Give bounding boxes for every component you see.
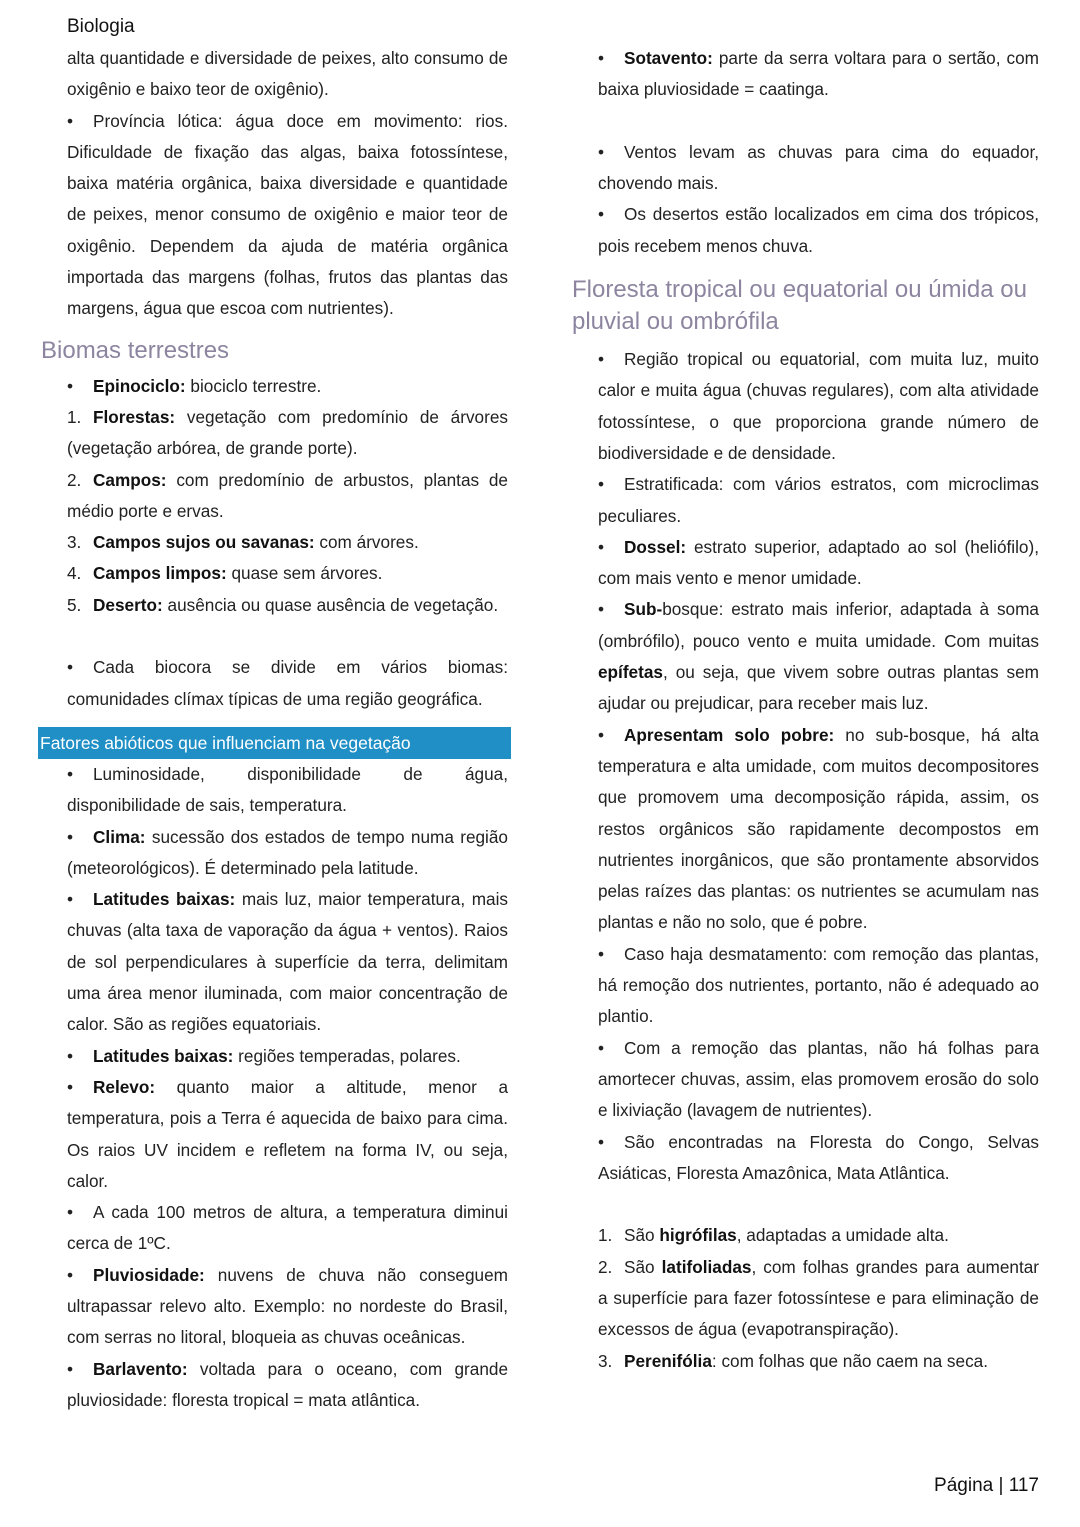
list-item: • Pluviosidade: nuvens de chuva não conseguem ultrapassar relevo alto. Exemplo: no nordeste do Brasil, com serras no litoral, bloqueia as chuvas oceânicas. xyxy=(67,1260,508,1354)
list-item: • São encontradas na Floresta do Congo, Selvas Asiáticas, Floresta Amazônica, Mata Atlântica. xyxy=(598,1127,1039,1190)
running-header: Biologia xyxy=(67,16,135,37)
list-item: • Sotavento: parte da serra voltara para o sertão, com baixa pluviosidade = caatinga. xyxy=(598,43,1039,106)
numbered-item: 1. Florestas: vegetação com predomínio de árvores (vegetação arbórea, de grande porte). xyxy=(67,406,508,459)
bullet-icon: • xyxy=(598,1037,605,1058)
numbered-item: 3. Perenifólia: com folhas que não caem na seca. xyxy=(598,1350,989,1371)
bullet-icon: • xyxy=(67,889,74,910)
bullet-icon: • xyxy=(598,724,605,745)
bullet-icon: • xyxy=(598,536,605,557)
section-heading-biomas: Biomas terrestres xyxy=(41,336,230,364)
bullet-icon: • xyxy=(67,1264,74,1285)
numbered-item: 1. São higrófilas, adaptadas a umidade alta. xyxy=(598,1225,949,1246)
page-number: Página | 117 xyxy=(934,1475,1039,1496)
bullet-icon: • xyxy=(598,943,605,964)
section-heading-fatores: Fatores abióticos que influenciam na vegetação xyxy=(38,727,511,759)
list-item: • Apresentam solo pobre: no sub-bosque, há alta temperatura e alta umidade, com muitos decompositores que promovem uma decomposição rápida, assim, os restos orgânicos são rapidamente decompostos em nutrientes inorgânicos, que são prontamente absorvidos pelas raízes das plantas: os nutrientes se acumulam nas plantas e não no solo, que é pobre. xyxy=(598,720,1039,939)
list-item: • Os desertos estão localizados em cima dos trópicos, pois recebem menos chuva. xyxy=(598,199,1039,262)
list-item: • Caso haja desmatamento: com remoção das plantas, há remoção dos nutrientes, portanto, não é adequado ao plantio. xyxy=(598,939,1039,1033)
bullet-icon: • xyxy=(67,1358,74,1379)
numbered-item: 2. São latifoliadas, com folhas grandes para aumentar a superfície para fazer fotossíntese e para eliminação de excessos de água (evapotranspiração). xyxy=(598,1256,1040,1340)
bullet-icon: • xyxy=(598,141,605,162)
bullet-icon: • xyxy=(598,349,605,370)
numbered-item: 4. Campos limpos: quase sem árvores. xyxy=(67,563,383,584)
bullet-icon: • xyxy=(598,599,605,620)
list-item: • Dossel: estrato superior, adaptado ao sol (heliófilo), com mais vento e menor umidade. xyxy=(598,532,1039,595)
list-item: • Relevo: quanto maior a altitude, menor a temperatura, pois a Terra é aquecida de baixo para cima. Os raios UV incidem e refletem na forma IV, ou seja, calor. xyxy=(67,1072,508,1197)
bullet-icon: • xyxy=(598,48,605,68)
list-item: • Epinociclo: biociclo terrestre. xyxy=(67,371,508,402)
list-item: • Latitudes baixas: mais luz, maior temperatura, mais chuvas (alta taxa de vaporação da água + ventos). Raios de sol perpendiculares à superfície da terra, delimitam uma área menor iluminada, com maior concentração de calor. São as regiões equatoriais. xyxy=(67,884,508,1040)
right-column xyxy=(572,43,1040,1377)
lotic-paragraph: • Província lótica: água doce em movimento: rios. Dificuldade de fixação das algas, baixa fotossíntese, baixa matéria orgânica, baixa diversidade e quantidade de peixes, menor consumo de oxigênio e maior teor de oxigênio. Dependem da ajuda de matéria orgânica importada das margens (folhas, frutos das plantas das margens, água que escoa com nutrientes). xyxy=(67,106,508,325)
bullet-icon: • xyxy=(598,1131,605,1152)
list-item: • Cada biocora se divide em vários biomas: comunidades clímax típicas de uma região geográfica. xyxy=(67,652,508,715)
bullet-icon: • xyxy=(67,826,74,847)
bullet-icon: • xyxy=(67,1202,74,1223)
list-item: • Clima: sucessão dos estados de tempo numa região (meteorológicos). É determinado pela latitude. xyxy=(67,822,508,885)
list-item: • Com a remoção das plantas, não há folhas para amortecer chuvas, assim, elas promovem erosão do solo e lixiviação (lavagem de nutrientes). xyxy=(598,1033,1039,1127)
list-item: • Luminosidade, disponibilidade de água, disponibilidade de sais, temperatura. xyxy=(67,759,508,822)
bullet-icon: • xyxy=(598,474,605,495)
numbered-item: 2. Campos: com predomínio de arbustos, plantas de médio porte e ervas. xyxy=(67,469,508,521)
list-item: • Ventos levam as chuvas para cima do equador, chovendo mais. xyxy=(598,137,1039,200)
bullet-icon: • xyxy=(67,763,74,784)
left-column xyxy=(40,43,508,1416)
bullet-icon: • xyxy=(67,1045,74,1066)
list-item: • Região tropical ou equatorial, com muita luz, muito calor e muita água (chuvas regulares), com alta atividade fotossíntese, o que proporciona grande número de biodiversidade e de densidade. xyxy=(598,344,1039,469)
list-item: • Barlavento: voltada para o oceano, com grande pluviosidade: floresta tropical = mata atlântica. xyxy=(67,1354,508,1417)
section-heading-floresta: Floresta tropical ou equatorial ou úmida ou pluvial ou ombrófila xyxy=(572,276,1027,336)
bullet-icon: • xyxy=(67,110,74,131)
bullet-icon: • xyxy=(598,204,605,225)
bullet-icon: • xyxy=(67,1076,74,1097)
list-item: • A cada 100 metros de altura, a temperatura diminui cerca de 1ºC. xyxy=(67,1197,508,1260)
list-item: • Estratificada: com vários estratos, com microclimas peculiares. xyxy=(598,469,1039,532)
numbered-item: 5. Deserto: ausência ou quase ausência de vegetação. xyxy=(67,594,499,615)
numbered-item: 3. Campos sujos ou savanas: com árvores. xyxy=(67,532,419,553)
list-item: • Latitudes baixas: regiões temperadas, polares. xyxy=(67,1041,508,1072)
list-item: • Sub-bosque: estrato mais inferior, adaptada à soma (ombrófilo), pouco vento e muita umidade. Com muitas epífetas, ou seja, que vivem sobre outras plantas sem ajudar ou prejudicar, para receber mais luz. xyxy=(598,594,1039,719)
bullet-icon: • xyxy=(67,375,74,396)
bullet-icon: • xyxy=(67,657,74,678)
continuation-paragraph: alta quantidade e diversidade de peixes, alto consumo de oxigênio e baixo teor de oxigênio). xyxy=(67,48,508,100)
